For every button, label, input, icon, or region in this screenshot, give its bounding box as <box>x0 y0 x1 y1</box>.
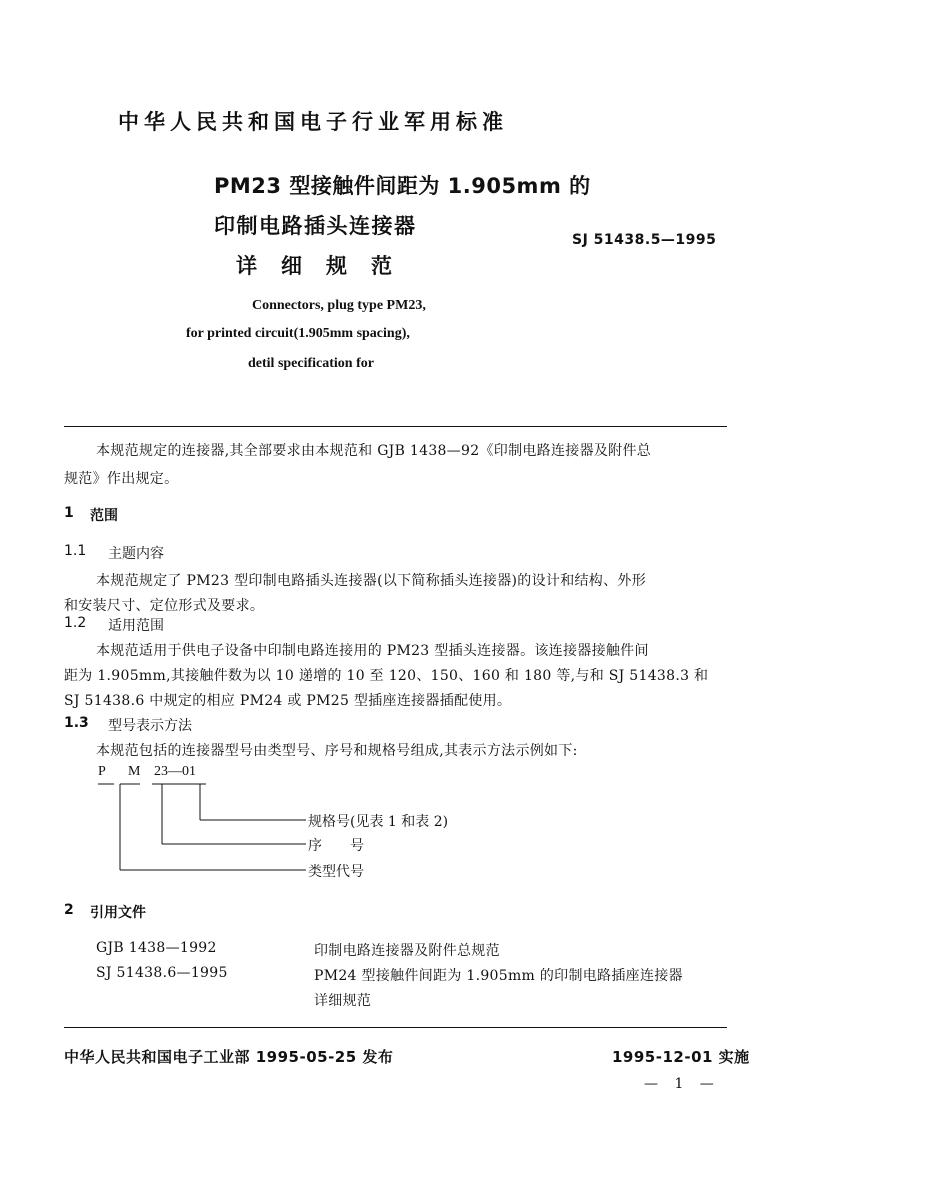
designation-code-m: M <box>128 764 141 779</box>
english-title-line3: detil specification for <box>248 356 374 371</box>
designation-serial-label: 序 号 <box>308 838 364 854</box>
reference-code: GJB 1438—1992 <box>96 940 217 956</box>
top-divider <box>64 426 727 427</box>
reference-code: SJ 51438.6—1995 <box>96 965 228 981</box>
section1-2-line1: 本规范适用于供电子设备中印制电路连接用的 PM23 型插头连接器。该连接器接触件间 <box>96 643 649 659</box>
section1-1-title: 主题内容 <box>108 546 164 562</box>
section1-2-line3: SJ 51438.6 中规定的相应 PM24 或 PM25 型插座连接器插配使用。 <box>64 693 512 709</box>
reference-title-continued: 详细规范 <box>314 993 372 1009</box>
section2-heading: 引用文件 <box>90 905 146 921</box>
reference-title: 印制电路连接器及附件总规范 <box>314 943 500 959</box>
page-number: — 1 — <box>644 1076 720 1092</box>
doc-title-line3: 详细规范 <box>236 254 416 278</box>
section1-2-number: 1.2 <box>64 615 87 631</box>
section1-number: 1 <box>64 505 74 521</box>
designation-leader-lines <box>96 764 516 884</box>
section1-3-number: 1.3 <box>64 715 89 731</box>
english-title-line1: Connectors, plug type PM23, <box>252 298 426 313</box>
effective-date: 1995-12-01 实施 <box>612 1048 750 1066</box>
section2-number: 2 <box>64 902 74 918</box>
intro-line2: 规范》作出规定。 <box>64 471 179 487</box>
bottom-divider <box>64 1027 727 1028</box>
doc-title-line1: PM23 型接触件间距为 1.905mm 的 <box>214 174 591 198</box>
designation-type-label: 类型代号 <box>308 864 364 880</box>
section1-heading: 范围 <box>90 508 118 524</box>
designation-spec-label: 规格号(见表 1 和表 2) <box>308 814 449 830</box>
header-title: 中华人民共和国电子行业军用标准 <box>118 110 508 134</box>
section1-2-title: 适用范围 <box>108 618 164 634</box>
issue-date: 中华人民共和国电子工业部 1995-05-25 发布 <box>64 1048 394 1066</box>
intro-line1: 本规范规定的连接器,其全部要求由本规范和 GJB 1438—92《印制电路连接器及附件总 <box>96 443 652 459</box>
section1-1-line1: 本规范规定了 PM23 型印制电路插头连接器(以下简称插头连接器)的设计和结构、外形 <box>96 573 646 589</box>
standard-number: SJ 51438.5—1995 <box>572 232 717 248</box>
designation-code-p: P <box>98 764 106 779</box>
reference-title: PM24 型接触件间距为 1.905mm 的印制电路插座连接器 <box>314 968 683 984</box>
section1-3-title: 型号表示方法 <box>108 718 192 734</box>
section1-1-number: 1.1 <box>64 543 87 559</box>
designation-diagram <box>96 764 516 884</box>
english-title-line2: for printed circuit(1.905mm spacing), <box>186 326 410 341</box>
section1-1-line2: 和安装尺寸、定位形式及要求。 <box>64 598 265 614</box>
section1-3-line1: 本规范包括的连接器型号由类型号、序号和规格号组成,其表示方法示例如下: <box>96 743 578 759</box>
section1-2-line2: 距为 1.905mm,其接触件数为以 10 递增的 10 至 120、150、160 和 180 等,与和 SJ 51438.3 和 <box>64 668 709 684</box>
designation-code-number: 23—01 <box>154 764 196 779</box>
doc-title-line2: 印制电路插头连接器 <box>214 214 417 238</box>
